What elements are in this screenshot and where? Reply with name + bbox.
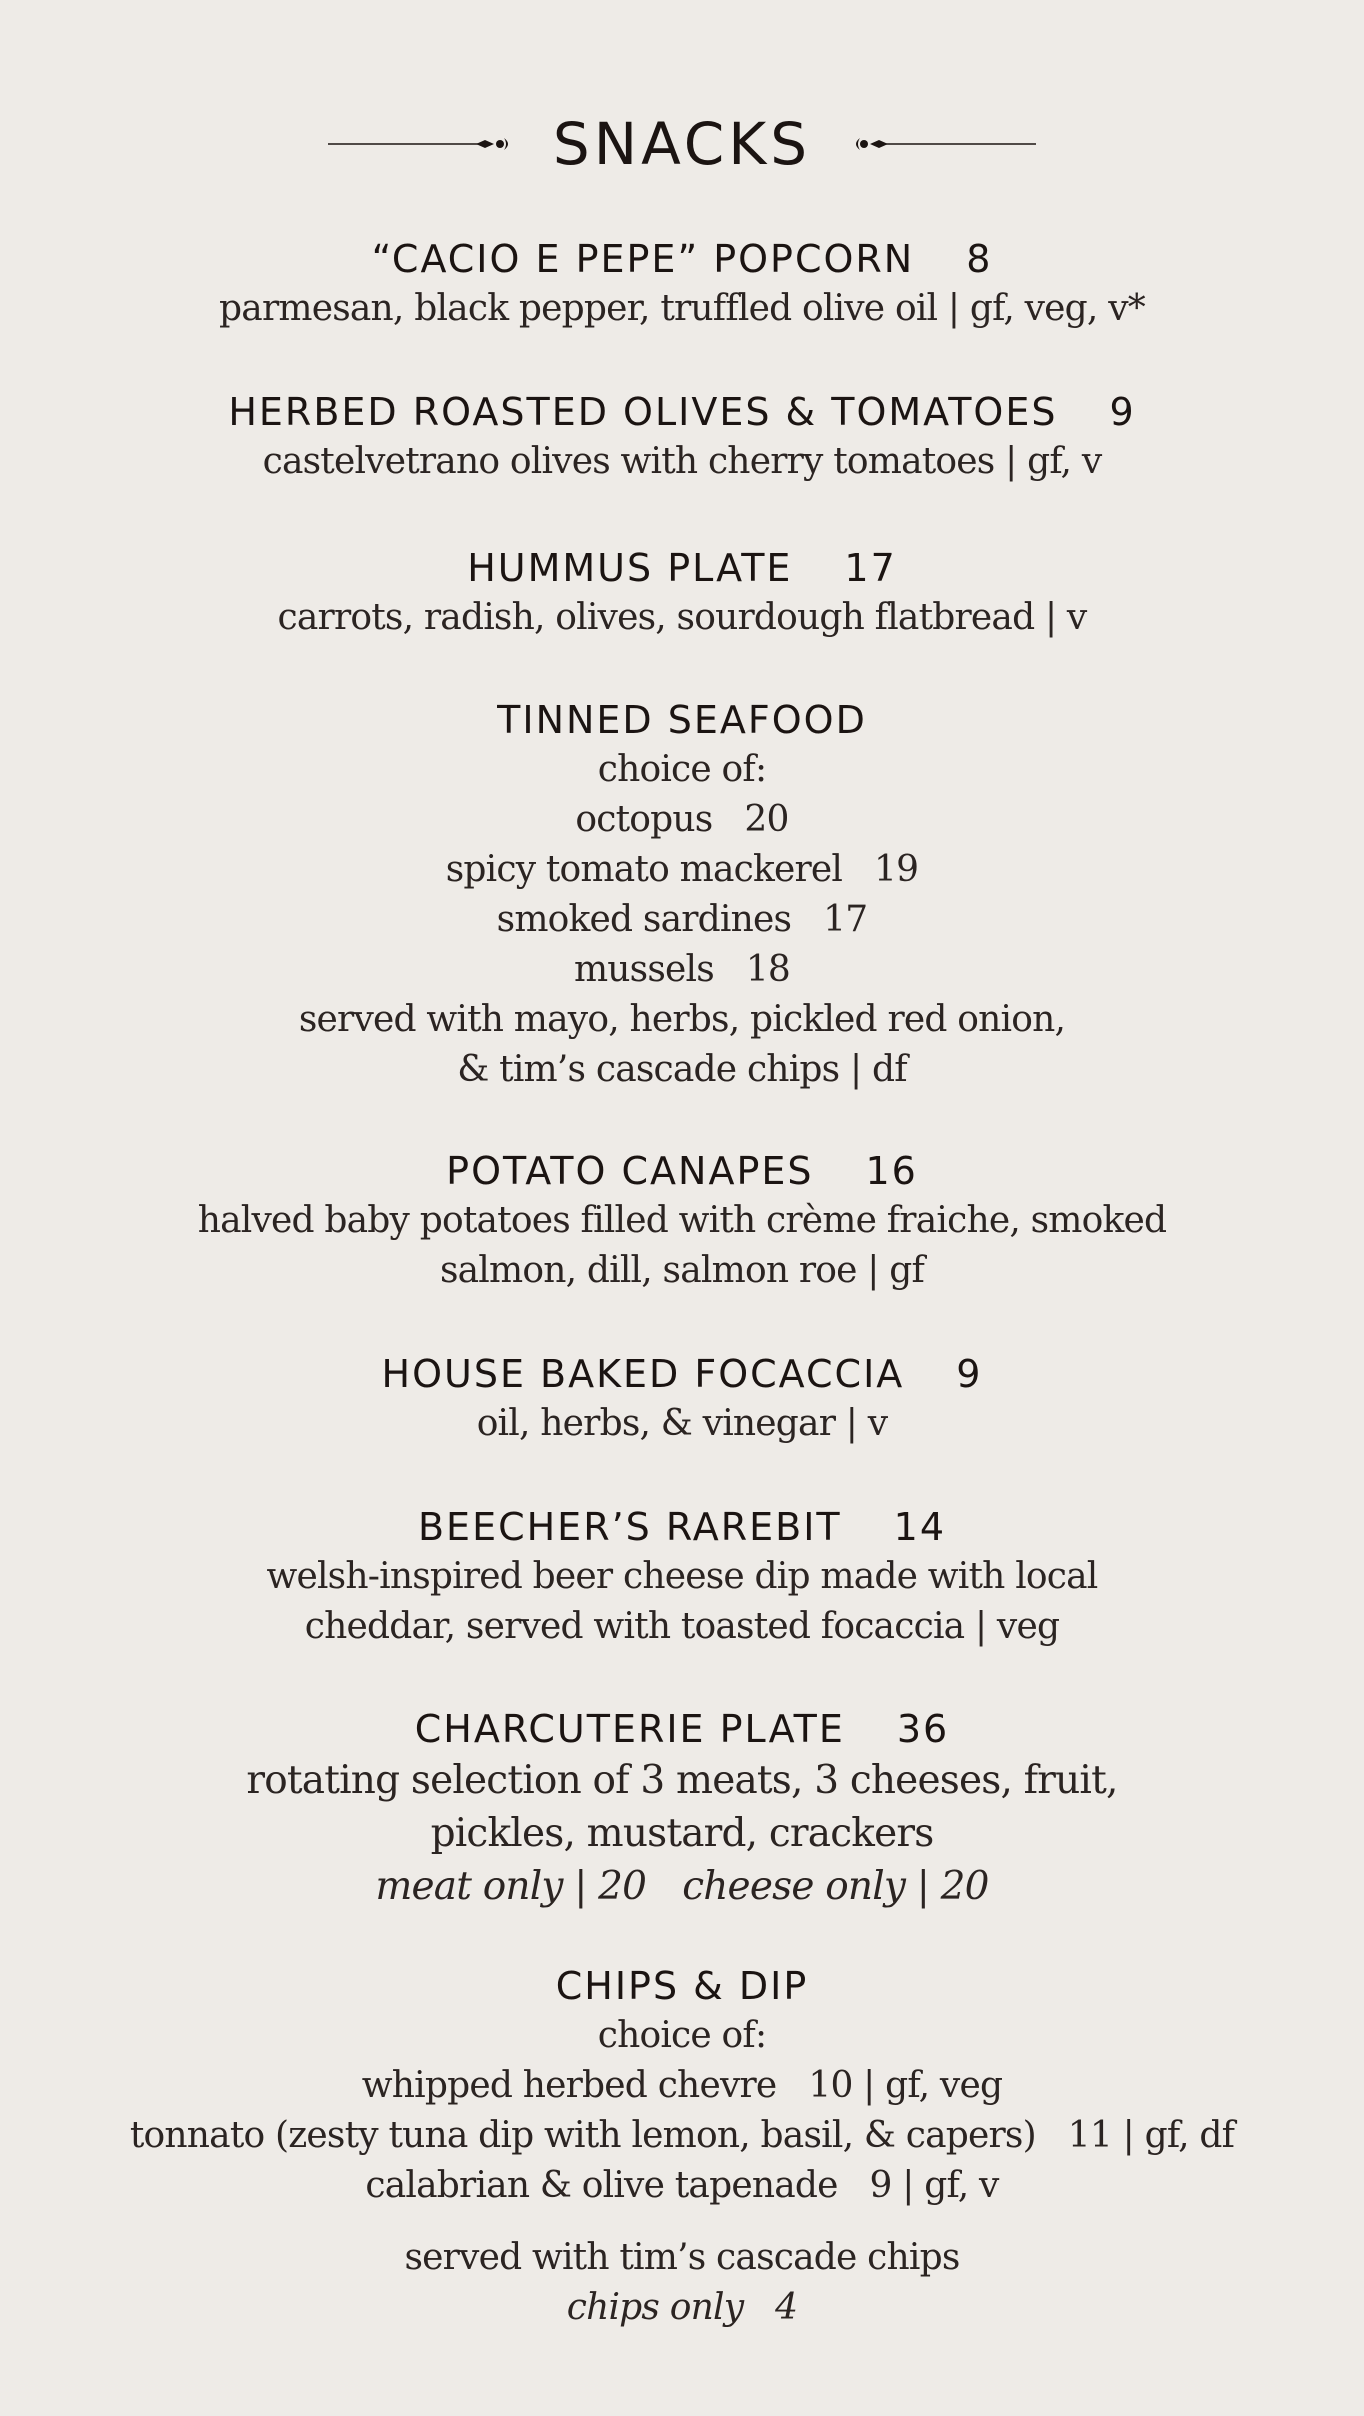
- item-line: pickles, mustard, crackers: [430, 1811, 934, 1856]
- item-line: & tim’s cascade chips | df: [457, 1049, 907, 1090]
- item-name: HUMMUS PLATE: [467, 546, 793, 590]
- item-option: smoked sardines 17: [496, 899, 868, 940]
- chips-only-price: chips only 4: [566, 2287, 798, 2328]
- item-name: “CACIO E PEPE” POPCORN: [371, 237, 915, 281]
- menu-item-popcorn: [0, 234, 1364, 334]
- item-line: choice of:: [597, 2015, 767, 2056]
- item-heading: [0, 1146, 1364, 1196]
- section-title: SNACKS: [552, 110, 812, 178]
- item-option: spicy tomato mackerel 19: [445, 849, 919, 890]
- menu-item-potato-canapes: [0, 1146, 1364, 1296]
- item-price: 9: [956, 1352, 983, 1396]
- item-line: welsh-inspired beer cheese dip made with local: [266, 1556, 1098, 1597]
- item-price: 36: [896, 1707, 950, 1751]
- item-option: octopus 20: [575, 799, 789, 840]
- item-description: carrots, radish, olives, sourdough flatbread | v: [277, 597, 1087, 638]
- item-name: BEECHER’S RAREBIT: [417, 1505, 842, 1549]
- item-line: served with tim’s cascade chips: [404, 2237, 960, 2278]
- item-heading: [0, 1349, 1364, 1399]
- item-heading: [0, 1704, 1364, 1754]
- item-name: TINNED SEAFOOD: [497, 698, 867, 742]
- menu-item-olives: [0, 387, 1364, 487]
- item-line: served with mayo, herbs, pickled red onion,: [298, 999, 1066, 1040]
- item-option: tonnato (zesty tuna dip with lemon, basil, & capers) 11 | gf, df: [129, 2115, 1235, 2156]
- menu-item-charcuterie: [0, 1704, 1364, 1913]
- item-name: HOUSE BAKED FOCACCIA: [381, 1352, 905, 1396]
- item-name: HERBED ROASTED OLIVES & TOMATOES: [228, 390, 1058, 434]
- item-option: whipped herbed chevre 10 | gf, veg: [361, 2065, 1003, 2106]
- item-option: mussels 18: [573, 949, 791, 990]
- item-name: CHARCUTERIE PLATE: [414, 1707, 845, 1751]
- item-name: CHIPS & DIP: [555, 1964, 809, 2008]
- item-price: 17: [844, 546, 897, 590]
- menu-item-chips-dip: [0, 1961, 1364, 2333]
- item-name: POTATO CANAPES: [446, 1149, 814, 1193]
- item-option: calabrian & olive tapenade 9 | gf, v: [365, 2165, 999, 2206]
- item-price: 9: [1109, 390, 1136, 434]
- item-description: castelvetrano olives with cherry tomatoes | gf, v: [262, 441, 1102, 482]
- item-price: 8: [966, 237, 993, 281]
- item-price: 16: [865, 1149, 918, 1193]
- menu-item-tinned-seafood: [0, 695, 1364, 1095]
- menu-item-focaccia: [0, 1349, 1364, 1449]
- item-heading: [0, 387, 1364, 437]
- item-heading: [0, 1502, 1364, 1552]
- item-line: halved baby potatoes filled with crème fraiche, smoked: [197, 1200, 1167, 1241]
- right-ornament-icon: [851, 134, 1036, 154]
- item-line: salmon, dill, salmon roe | gf: [439, 1250, 925, 1291]
- item-heading: [0, 234, 1364, 284]
- menu-item-hummus: [0, 543, 1364, 643]
- left-ornament-icon: [328, 134, 513, 154]
- item-price: 14: [893, 1505, 946, 1549]
- cheese-only-price: cheese only | 20: [682, 1864, 989, 1909]
- section-header: [0, 110, 1364, 178]
- item-description: parmesan, black pepper, truffled olive oil | gf, veg, v*: [219, 288, 1145, 329]
- menu-item-rarebit: [0, 1502, 1364, 1652]
- item-line: choice of:: [597, 749, 767, 790]
- item-price-options: [0, 1860, 1364, 1913]
- item-line: rotating selection of 3 meats, 3 cheeses, fruit,: [246, 1758, 1118, 1803]
- item-description: oil, herbs, & vinegar | v: [476, 1403, 888, 1444]
- item-line: cheddar, served with toasted focaccia | veg: [304, 1606, 1060, 1647]
- meat-only-price: meat only | 20: [375, 1864, 647, 1909]
- item-heading: [0, 543, 1364, 593]
